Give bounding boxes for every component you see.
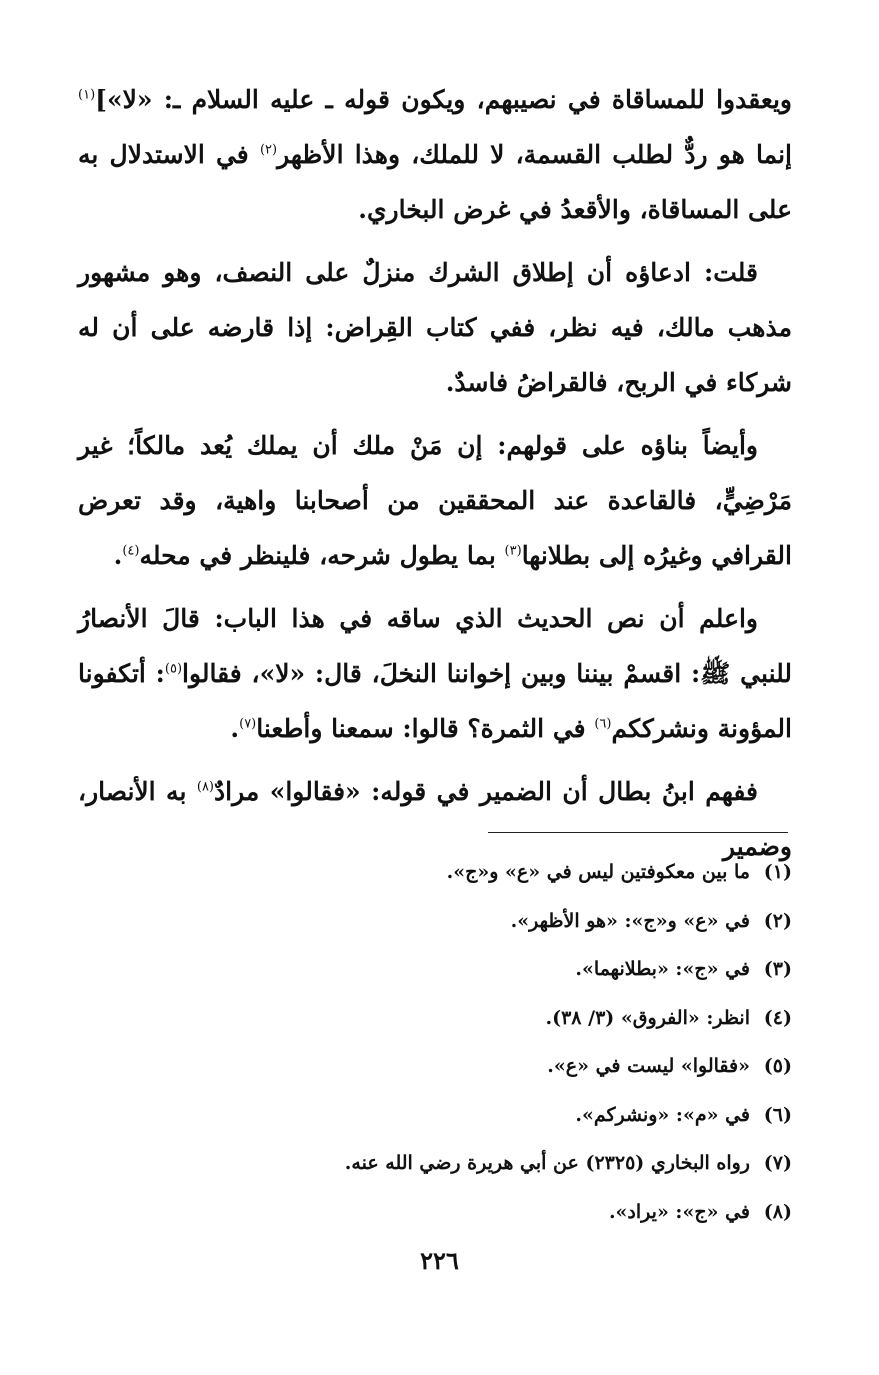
text-run: .: [113, 541, 123, 570]
paragraph-1: [78, 72, 792, 237]
paragraph-3: [78, 418, 792, 583]
text-run: به الأنصار، وضمير: [78, 777, 792, 861]
footnote-item: [120, 1188, 792, 1237]
footnote-ref-7: (٧): [239, 716, 257, 732]
footnotes: [120, 848, 792, 1236]
footnote-item: [120, 897, 792, 946]
footnote-number: (٦): [763, 1103, 792, 1126]
footnote-ref-2: (٢): [259, 142, 278, 158]
main-text: [78, 72, 792, 882]
footnote-number: (٣): [763, 958, 792, 980]
text-run: : أتكفونا المؤونة ونشرككم: [78, 659, 792, 743]
text-run: وأيضاً بناؤه على قولهم: إن مَنْ ملك أن يملك يُعد مالكاً؛ غير مَرْضِيٍّ، فالقاعدة عند المحققين من أصحابنا واهية، وقد تعرض القرافي وغيرُه إلى بطلانها: [78, 431, 792, 570]
footnote-number: (٤): [763, 1006, 792, 1029]
footnote-ref-3: (٣): [504, 543, 522, 559]
footnote-ref-4: (٤): [122, 543, 140, 559]
text-run: واعلم أن نص الحديث الذي ساقه في هذا الباب: قالَ الأنصارُ للنبي ﷺ: اقسمْ بيننا وبين إخواننا النخلَ، قال: «لا»، فقالوا: [78, 604, 793, 688]
footnote-text: في «ج»: «بطلانهما».: [575, 958, 750, 980]
footnote-ref-1: (١): [78, 87, 96, 103]
footnote-separator: [488, 832, 788, 833]
text-run: في الاستدلال به على المساقاة، والأقعدُ في غرض البخاري.: [78, 140, 792, 224]
text-run: ادعاؤه أن إطلاق الشرك منزلٌ على النصف، وهو مشهور مذهب مالك، فيه نظر، ففي كتاب القِراض: إذا قارضه على أن له شركاء في الربح، فالقراضُ فاسدٌ.: [78, 258, 792, 397]
text-run: .: [230, 714, 240, 743]
footnote-item: [120, 848, 792, 897]
footnote-item: [120, 1139, 792, 1188]
lead-word: قلت:: [703, 258, 758, 287]
footnote-number: (٧): [763, 1152, 792, 1174]
footnote-ref-5: (٥): [164, 661, 183, 677]
footnote-item: [120, 1042, 792, 1091]
text-run: في الثمرة؟ قالوا: سمعنا وأطعنا: [256, 714, 595, 743]
footnote-text: «فقالوا» ليست في «ع».: [547, 1055, 750, 1077]
text-run: ففهم ابنُ بطال أن الضمير في قوله: «فقالوا» مرادٌ: [214, 777, 758, 806]
text-run: ويعقدوا للمساقاة في نصيبهم، ويكون قوله ـ عليه السلام ـ: «لا»]: [95, 85, 792, 114]
footnote-text: في «ع» و«ج»: «هو الأظهر».: [510, 909, 750, 932]
footnote-item: [120, 1091, 792, 1140]
footnote-number: (٨): [763, 1200, 792, 1223]
footnote-text: رواه البخاري (٢٣٢٥) عن أبي هريرة رضي الله عنه.: [344, 1152, 750, 1174]
paragraph-4: [78, 591, 792, 756]
page-number: ٢٢٦: [420, 1246, 459, 1275]
footnote-text: في «ج»: «يراد».: [608, 1200, 750, 1223]
footnote-item: [120, 945, 792, 994]
text-run: بما يطول شرحه، فلينظر في محله: [139, 541, 505, 570]
footnote-ref-6: (٦): [594, 716, 612, 732]
footnote-number: (٢): [763, 909, 792, 932]
footnote-number: (١): [763, 861, 792, 883]
footnote-number: (٥): [763, 1055, 792, 1077]
footnote-ref-8: (٨): [196, 779, 214, 795]
footnote-item: [120, 994, 792, 1043]
footnote-text: انظر: «الفروق» (٣/ ٣٨).: [545, 1006, 750, 1029]
footnote-text: ما بين معكوفتين ليس في «ع» و«ج».: [446, 861, 750, 883]
text-run: إنما هو ردٌّ لطلب القسمة، لا للملك، وهذا الأظهر: [277, 140, 793, 169]
footnote-text: في «م»: «ونشركم».: [575, 1103, 750, 1126]
paragraph-2: [78, 245, 792, 410]
